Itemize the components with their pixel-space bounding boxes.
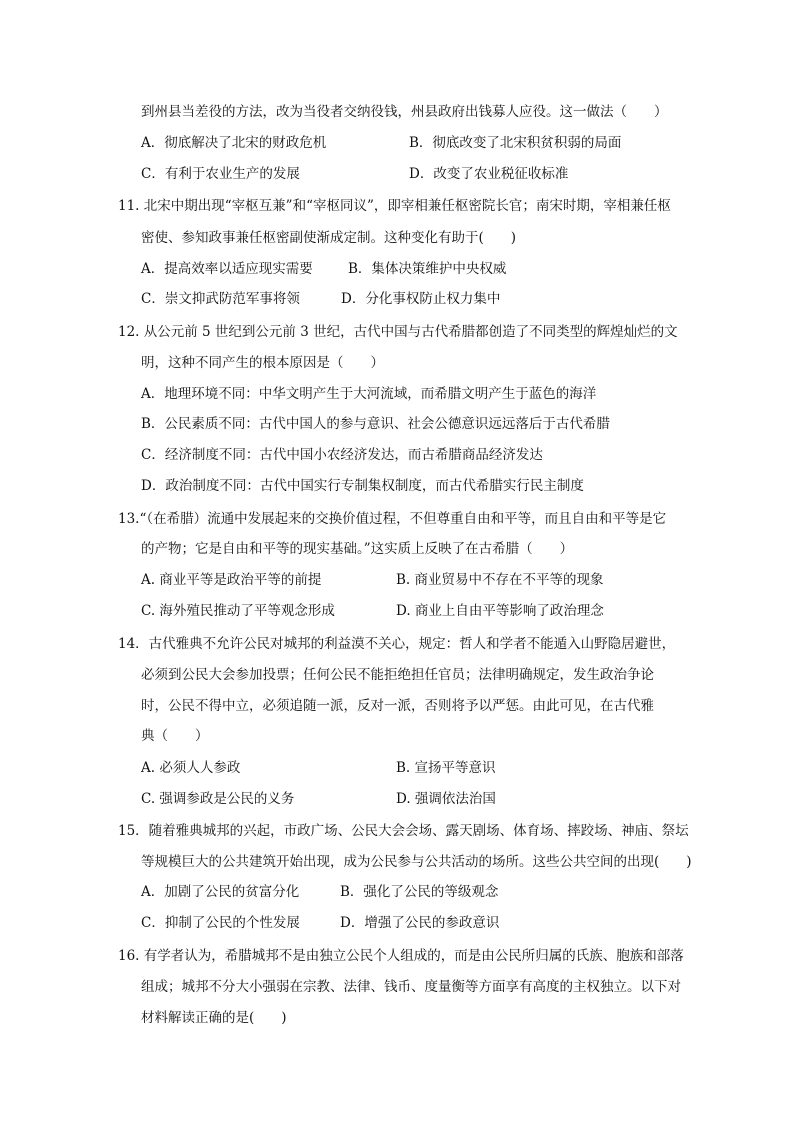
option-15-a: A．加剧了公民的贫富分化	[141, 884, 300, 900]
question-14-line-3: 时，公民不得中立，必须追随一派，反对一派，否则将予以严惩。由此可见，在古代雅	[141, 698, 654, 714]
option-10-a: A．彻底解决了北宋的财政危机	[141, 135, 327, 151]
option-14-c: C. 强调参政是公民的义务	[141, 791, 295, 807]
question-16-line-3: 材料解读正确的是( )	[141, 1010, 287, 1026]
option-13-d: D. 商业上自由平等影响了政治理念	[396, 603, 604, 619]
question-16-line-2: 组成；城邦不分大小强弱在宗教、法律、钱币、度量衡等方面享有高度的主权独立。以下对	[141, 979, 681, 995]
option-13-a: A. 商业平等是政治平等的前提	[141, 572, 322, 588]
question-14-line-1: 14．古代雅典不允许公民对城邦的利益漠不关心，规定：哲人和学者不能遁入山野隐居避世，	[118, 636, 676, 652]
option-15-c: C．抑制了公民的个性发展	[141, 915, 300, 931]
question-16-line-1: 16. 有学者认为，希腊城邦不是由独立公民个人组成的，而是由公民所归属的氏族、胞族和部落	[118, 948, 684, 964]
option-12-c: C．经济制度不同：古代中国小农经济发达，而古希腊商品经济发达	[141, 447, 543, 463]
option-12-d: D．政治制度不同：古代中国实行专制集权制度，而古代希腊实行民主制度	[141, 478, 584, 494]
option-10-d: D．改变了农业税征收标准	[409, 166, 569, 182]
option-11-c: C．崇文抑武防范军事将领	[141, 291, 300, 307]
option-11-b: B．集体决策维护中央权威	[348, 261, 507, 277]
option-11-a: A．提高效率以适应现实需要	[141, 261, 313, 277]
option-14-b: B. 宣扬平等意识	[396, 760, 496, 776]
question-14-line-2: 必须到公民大会参加投票；任何公民不能拒绝担任官员；法律明确规定，发生政治争论	[141, 667, 654, 683]
option-12-a: A．地理环境不同：中华文明产生于大河流域，而希腊文明产生于蓝色的海洋	[141, 386, 597, 402]
question-12-line-2: 明，这种不同产生的根本原因是（ ）	[141, 355, 384, 371]
option-14-a: A. 必须人人参政	[141, 760, 241, 776]
question-15-line-2: 等规模巨大的公共建筑开始出现，成为公民参与公共活动的场所。这些公共空间的出现( )	[141, 854, 692, 870]
option-13-c: C. 海外殖民推动了平等观念形成	[141, 603, 335, 619]
option-10-b: B．彻底改变了北宋积贫积弱的局面	[409, 135, 622, 151]
option-15-b: B．强化了公民的等级观念	[340, 884, 499, 900]
option-11-d: D．分化事权防止权力集中	[341, 291, 501, 307]
question-12-line-1: 12. 从公元前 5 世纪到公元前 3 世纪，古代中国与古代希腊都创造了不同类型的辉煌灿烂的文	[118, 324, 678, 340]
option-12-b: B．公民素质不同：古代中国人的参与意识、社会公德意识远远落后于古代希腊	[141, 416, 610, 432]
question-15-line-1: 15．随着雅典城邦的兴起，市政广场、公民大会会场、露天剧场、体育场、摔跤场、神庙、祭坛	[118, 823, 689, 839]
option-13-b: B. 商业贸易中不存在不平等的现象	[396, 572, 604, 588]
option-14-d: D. 强调依法治国	[396, 791, 496, 807]
question-11-line-2: 密使、参知政事兼任枢密副使渐成定制。这种变化有助于( )	[141, 230, 517, 246]
question-13-line-2: 的产物；它是自由和平等的现实基础。”这实质上反映了在古希腊（ ）	[141, 541, 574, 557]
question-11-line-1: 11. 北宋中期出现“宰枢互兼”和“宰枢同议”，即宰相兼任枢密院长官；南宋时期，宰相兼任枢	[118, 198, 671, 214]
question-14-line-4: 典（ ）	[141, 728, 209, 744]
question-10-text: 到州县当差役的方法，改为当役者交纳役钱，州县政府出钱募人应役。这一做法（ ）	[141, 104, 668, 120]
option-15-d: D．增强了公民的参政意识	[340, 915, 500, 931]
question-13-line-1: 13.“（在希腊）流通中发展起来的交换价值过程，不但尊重自由和平等，而且自由和平等是它	[118, 511, 667, 527]
option-10-c: C．有利于农业生产的发展	[141, 166, 300, 182]
